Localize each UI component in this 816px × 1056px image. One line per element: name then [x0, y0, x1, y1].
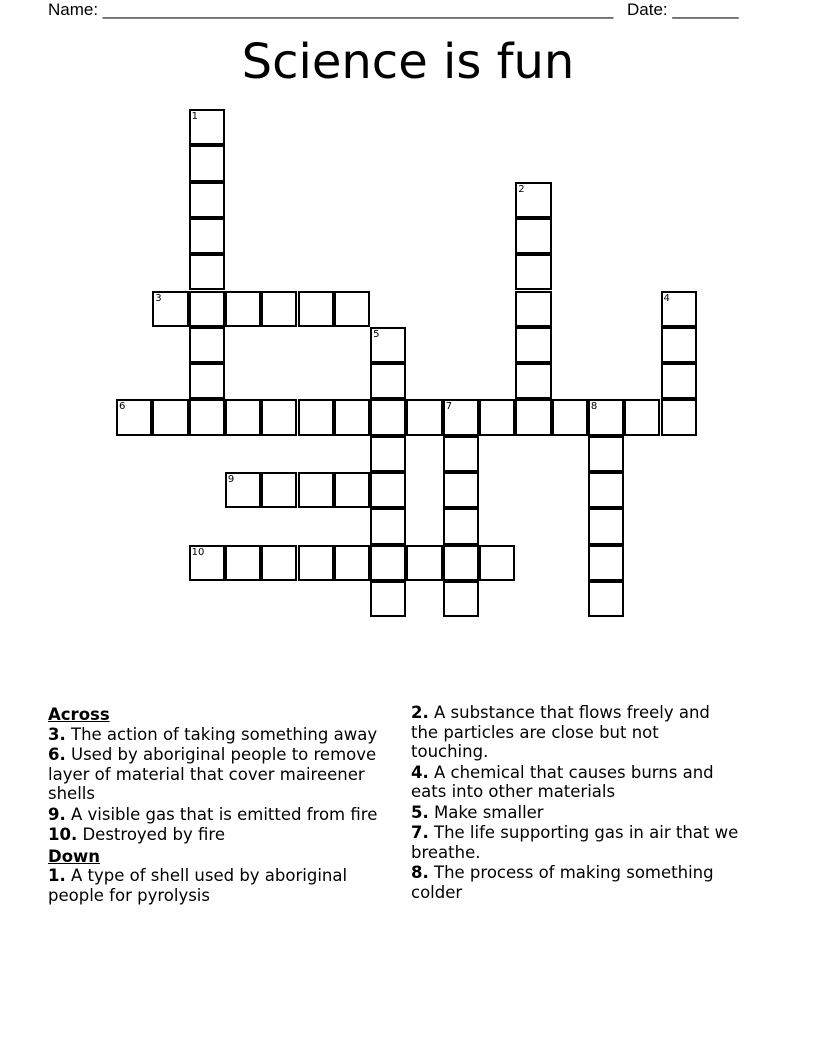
- crossword-cell[interactable]: [189, 145, 225, 181]
- crossword-cell[interactable]: [515, 291, 551, 327]
- crossword-cell[interactable]: [298, 545, 334, 581]
- crossword-cell[interactable]: [588, 545, 624, 581]
- crossword-cell[interactable]: [443, 545, 479, 581]
- crossword-cell[interactable]: [515, 327, 551, 363]
- crossword-cell[interactable]: [116, 399, 152, 435]
- crossword-cell[interactable]: [334, 291, 370, 327]
- clue-number: 8: [590, 401, 598, 413]
- crossword-cell[interactable]: [261, 545, 297, 581]
- clue-number: 3: [155, 292, 162, 304]
- crossword-cell[interactable]: [479, 399, 515, 435]
- crossword-cell[interactable]: [588, 436, 624, 472]
- clue-number: 1.: [48, 866, 66, 885]
- clue-text: Destroyed by fire: [77, 825, 226, 844]
- down-clue: [411, 823, 741, 862]
- crossword-cell[interactable]: [443, 399, 479, 435]
- crossword-cell[interactable]: [406, 399, 442, 435]
- clue-text: Make smaller: [428, 802, 544, 822]
- crossword-cell[interactable]: [189, 291, 225, 327]
- down-clue: [411, 703, 741, 762]
- crossword-cell[interactable]: [370, 363, 406, 399]
- clue-number: 8.: [411, 863, 429, 882]
- crossword-cell[interactable]: [370, 581, 406, 617]
- crossword-cell[interactable]: [225, 472, 261, 508]
- down-clue: [411, 763, 741, 802]
- clues-left-column: [48, 703, 378, 906]
- clue-text: A substance that flows freely and the particles are close but not touching.: [411, 703, 710, 761]
- clue-text: The process of making something colder: [411, 863, 714, 902]
- crossword-cell[interactable]: [334, 399, 370, 435]
- crossword-cell[interactable]: [370, 436, 406, 472]
- crossword-cell[interactable]: [370, 508, 406, 544]
- crossword-cell[interactable]: [334, 545, 370, 581]
- crossword-cell[interactable]: [189, 399, 225, 435]
- across-heading: Across: [48, 705, 110, 724]
- crossword-cell[interactable]: [443, 472, 479, 508]
- down-clue: [48, 866, 378, 905]
- crossword-cell[interactable]: [261, 291, 297, 327]
- crossword-cell[interactable]: [334, 472, 370, 508]
- down-clues-continued: [411, 703, 741, 902]
- crossword-cell[interactable]: [588, 472, 624, 508]
- crossword-cell[interactable]: [661, 327, 697, 363]
- clue-number: 9.: [48, 804, 66, 824]
- crossword-cell[interactable]: [370, 472, 406, 508]
- across-clue: [48, 725, 378, 745]
- clue-number: 1: [191, 111, 198, 122]
- down-clue: [411, 803, 741, 823]
- clue-number: 7: [445, 401, 453, 413]
- crossword-cell[interactable]: [443, 581, 479, 617]
- crossword-cell[interactable]: [661, 399, 697, 435]
- crossword-cell[interactable]: [370, 545, 406, 581]
- clue-number: 5: [373, 328, 380, 340]
- crossword-cell[interactable]: [515, 363, 551, 399]
- crossword-cell[interactable]: [479, 545, 515, 581]
- crossword-cell[interactable]: [370, 327, 406, 363]
- crossword-cell[interactable]: [370, 399, 406, 435]
- clue-number: 3.: [48, 724, 66, 744]
- crossword-cell[interactable]: [189, 545, 225, 581]
- crossword-cell[interactable]: [661, 291, 697, 327]
- crossword-cell[interactable]: [443, 436, 479, 472]
- crossword-cell[interactable]: [588, 508, 624, 544]
- across-clue: [48, 745, 378, 804]
- clue-number: 10.: [48, 825, 78, 844]
- down-clue: [411, 863, 741, 902]
- across-clue: [48, 825, 378, 845]
- crossword-cell[interactable]: [152, 399, 188, 435]
- clue-number: 9: [227, 474, 235, 485]
- crossword-cell[interactable]: [588, 399, 624, 435]
- crossword-cell[interactable]: [443, 508, 479, 544]
- crossword-cell[interactable]: [261, 472, 297, 508]
- clue-text: A visible gas that is emitted from fire: [65, 804, 378, 824]
- clue-text: A chemical that causes burns and eats into other materials: [411, 762, 714, 801]
- crossword-cell[interactable]: [515, 218, 551, 254]
- across-clue: [48, 805, 378, 825]
- down-clues: [48, 866, 378, 905]
- crossword-cell[interactable]: [515, 254, 551, 290]
- crossword-cell[interactable]: [189, 327, 225, 363]
- clue-number: 7.: [411, 823, 429, 842]
- crossword-cell[interactable]: [189, 109, 225, 145]
- crossword-cell[interactable]: [189, 363, 225, 399]
- crossword-cell[interactable]: [225, 291, 261, 327]
- clue-text: The life supporting gas in air that we breathe.: [411, 823, 739, 862]
- down-heading: Down: [48, 846, 101, 866]
- clue-text: A type of shell used by aboriginal people for pyrolysis: [48, 866, 348, 905]
- clue-text: The action of taking something away: [65, 724, 378, 744]
- clue-number: 6: [119, 401, 126, 413]
- clue-number: 4.: [411, 762, 429, 782]
- date-field[interactable]: Date: _______: [627, 0, 739, 19]
- crossword-cell[interactable]: [515, 399, 551, 435]
- clue-number: 4: [663, 292, 670, 304]
- clue-number: 5.: [411, 802, 429, 822]
- crossword-cell[interactable]: [298, 399, 334, 435]
- crossword-cell[interactable]: [661, 363, 697, 399]
- clue-number: 2.: [411, 703, 429, 722]
- across-clues: [48, 725, 378, 845]
- clue-number: 6.: [48, 745, 66, 764]
- crossword-cell[interactable]: [225, 545, 261, 581]
- crossword-cell[interactable]: [298, 472, 334, 508]
- crossword-cell[interactable]: [189, 182, 225, 218]
- clue-text: Used by aboriginal people to remove layer of material that cover maireener shells: [48, 745, 377, 803]
- crossword-cell[interactable]: [588, 581, 624, 617]
- crossword-cell[interactable]: [189, 254, 225, 290]
- crossword-cell[interactable]: [298, 291, 334, 327]
- page-title: Science is fun: [241, 34, 575, 90]
- crossword-cell[interactable]: [152, 291, 188, 327]
- crossword-cell[interactable]: [624, 399, 660, 435]
- clue-number: 2: [518, 183, 525, 195]
- clue-number: 10: [191, 546, 205, 558]
- crossword-cell[interactable]: [552, 399, 588, 435]
- name-field[interactable]: Name: ______________________________________________________: [48, 0, 614, 19]
- crossword-cell[interactable]: [261, 399, 297, 435]
- crossword-cell[interactable]: [406, 545, 442, 581]
- crossword-cell[interactable]: [515, 182, 551, 218]
- crossword-cell[interactable]: [189, 218, 225, 254]
- clues-right-column: [411, 703, 741, 903]
- crossword-cell[interactable]: [225, 399, 261, 435]
